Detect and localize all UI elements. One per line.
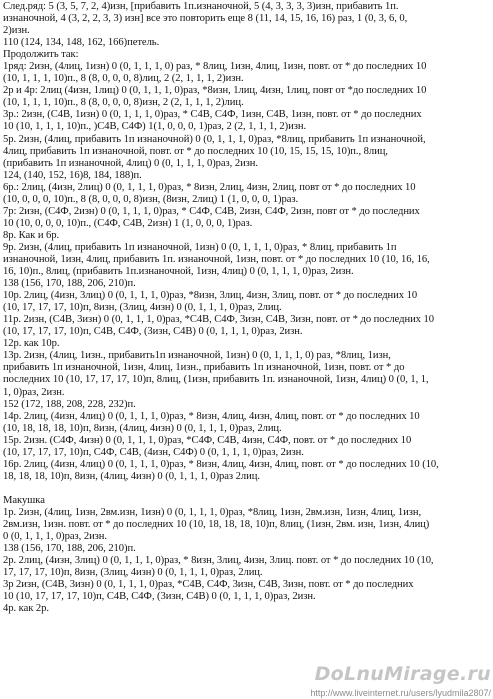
text-line: 1ряд: 2изн, (4лиц, 1изн) 0 (0, 1, 1, 1, 0) раз, * 8лиц, 1изн, 4лиц, 1изн, повт. от * до последних 10	[3, 61, 427, 73]
site-watermark: DoLnuMirage.ru	[314, 663, 491, 685]
text-line: последних 10 (10, 17, 17, 17, 10)п, 8лиц, (1изн, прибавить 1п. изнаночной, 1изн, 4лиц) 0 (0, 1, 1,	[3, 374, 429, 386]
text-line: След.ряд: 5 (3, 5, 7, 2, 4)изн, [прибавить 1п.изнаночной, 5 (4, 3, 3, 3, 3)изн, прибавить 1п.	[3, 1, 399, 12]
text-line: (10, 17, 17, 17, 10)п, 8изн, (3лиц, 4изн) 0 (0, 1, 1, 1, 0)раз, 2лиц.	[3, 302, 282, 314]
text-line: 2р. 2лиц, (4изн, 3лиц) 0 (0, 1, 1, 1, 0)раз, * 8изн, 3лиц, 4изн, 3лиц. повт. от * до последних 10 (10,	[3, 555, 434, 567]
text-line: 2)изн.	[3, 25, 30, 37]
text-line: 18, 18, 18, 10)п, 8изн, (4лиц, 4изн) 0 (0, 1, 1, 1, 0)раз 2лиц.	[3, 470, 260, 482]
text-line: 1, 0)раз, 2изн.	[3, 386, 65, 398]
text-line: 5р. 2изн, (4лиц, прибавить 1п изнаночной) 0 (0, 1, 1, 1, 0)раз, *8лиц, прибавить 1п изнаночной,	[3, 133, 426, 145]
text-line: 152 (172, 188, 208, 228, 232)п.	[3, 398, 136, 410]
text-line: 8р. Как и 6р.	[3, 229, 60, 241]
text-line: (10, 17, 17, 17, 10)п, С4Ф, С4В, (4изн, С4Ф) 0 (0, 1, 1, 1, 0)раз, 2изн.	[3, 446, 304, 458]
text-line: 3р 2изн, (С4В, 3изн) 0 (0, 1, 1, 1, 0)раз, *С4В, С4Ф, 3изн, С4В, 3изн, повт. от * до последних	[3, 579, 414, 591]
text-line: 2вм.изн, 1изн. повт. от * до последних 10 (10, 18, 18, 18, 10)п, 8лиц, (1изн, 2вм. изн, 1изн, 4лиц)	[3, 518, 430, 530]
text-line: 7р: 2изн, (С4Ф, 2изн) 0 (0, 1, 1, 1, 0)раз, * С4Ф, С4В, 2изн, С4Ф, 2изн, повт от * до последних	[3, 205, 420, 217]
text-line: 2р и 4р: 2лиц (4изн, 1лиц) 0 (0, 1, 1, 1, 0)раз, *8изн, 1лиц, 4изн, 1лиц, повт от *до последних 10	[3, 85, 427, 97]
text-line: (10, 1, 1, 1, 10)п., 8 (8, 0, 0, 0, 8)изн, 2 (2, 1, 1, 1, 2)лиц.	[3, 97, 244, 109]
text-line: 13р. 2изн, (4лиц, 1изн., прибавить1п изнаночной, 1изн) 0 (0, 1, 1, 1, 0) раз, *8лиц, 1изн,	[3, 350, 391, 362]
text-line: 138 (156, 170, 188, 206, 210)п.	[3, 543, 136, 555]
text-line: 138 (156, 170, 188, 206, 210)п.	[3, 278, 136, 290]
text-line: 110 (124, 134, 148, 162, 166)петель.	[3, 37, 160, 49]
text-line: (прибавить 1п изнаночной, 4лиц) 0 (0, 1, 1, 1, 0)раз, 2изн.	[3, 157, 259, 169]
text-line: 16р. 2лиц, (4изн, 4лиц) 0 (0, 1, 1, 1, 0)раз, * 8изн, 4лиц, 4изн, 4лиц, повт. от * до последних 10 (10,	[3, 458, 439, 470]
text-line: 1р. 2изн, (4лиц, 1изн, 2вм.изн, 1изн) 0 (0, 1, 1, 1, 0)раз, *8лиц, 1изн, 2вм.изн, 1изн, 4лиц, 1изн,	[3, 506, 422, 518]
text-line: 6р.: 2лиц, (4изн, 2лиц) 0 (0, 1, 1, 1, 0)раз, * 8изн, 2лиц, 4изн, 2лиц, повт от * до последних 10	[3, 181, 416, 193]
text-line: Продолжить так:	[3, 49, 79, 61]
text-line: 10 (10, 17, 17, 17, 10)п, С4В, С4Ф, (3изн, С4В) 0 (0, 1, 1, 1, 0)раз, 2изн.	[3, 591, 316, 603]
text-line: прибавить 1п изнаночной, 1изн, 4лиц, 1изн., прибавить 1п изнаночной, 1изн, повт. от * до	[3, 362, 405, 374]
text-line: изнаночной, 4 (3, 2, 2, 3, 3) изн] все это повторить еще 8 (11, 14, 15, 16, 16) раз, 1 (0, 3, 6, 0,	[3, 13, 408, 25]
text-line: 9р. 2изн, (4лиц, прибавить 1п изнаночной, 1изн) 0 (0, 1, 1, 1, 0)раз, * 8лиц, прибавить 1п	[3, 241, 397, 253]
text-line: (10, 1, 1, 1, 10)п., 8 (8, 0, 0, 0, 8)лиц, 2 (2, 1, 1, 1, 2)изн.	[3, 73, 244, 85]
section-gap	[3, 483, 490, 495]
text-line: (10, 18, 18, 18, 10)п, 8изн, (4лиц, 4изн) 0 (0, 1, 1, 1, 0)раз, 2лиц.	[3, 422, 282, 434]
text-line: 4лиц, прибавить 1п изнаночной, повт. от * до последних 10 (10, 15, 15, 15, 10)п., 8лиц,	[3, 145, 388, 157]
text-line: 17, 17, 17, 10)п, 8изн, (3лиц, 4изн) 0 (0, 1, 1, 1, 0)раз, 2лиц.	[3, 567, 263, 579]
crown-section	[3, 495, 490, 615]
text-line: (10, 17, 17, 17, 10)п, С4В, С4Ф, (3изн, С4В) 0 (0, 1, 1, 1, 0)раз, 2изн.	[3, 326, 303, 338]
text-line: 0 (0, 1, 1, 1, 0)раз, 2изн.	[3, 531, 108, 543]
text-line: 15р. 2изн. (С4Ф, 4изн) 0 (0, 1, 1, 1, 0)раз, *С4Ф, С4В, 4изн, С4Ф, повт. от * до последних 10	[3, 434, 412, 446]
text-line: 10 (10, 1, 1, 1, 10)п., )С4В, С4Ф) 1(1, 0, 0, 0, 1)раз, 2 (2, 1, 1, 1, 2)изн.	[3, 121, 307, 133]
text-line: 4р. как 2р.	[3, 603, 49, 615]
text-line: 10р. 2лиц, (4изн, 3лиц) 0 (0, 1, 1, 1, 0)раз, *8изн, 3лиц, 4изн, 3лиц, повт. от * до последних 10	[3, 290, 418, 302]
text-line: 12р. как 10р.	[3, 338, 60, 350]
text-line: 11р. 2изн, (С4В, 3изн) 0 (0, 1, 1, 1, 0)раз, *С4В, С4Ф, 3изн, С4В, 3изн, повт. от * до последних 10	[3, 314, 434, 326]
pattern-rows-section	[3, 1, 490, 483]
text-line: 3р.: 2изн, (С4В, 1изн) 0 (0, 1, 1, 1, 0)раз, * С4В, С4Ф, 1изн, С4В, 1изн, повт. от * до последних	[3, 109, 422, 121]
text-line: изнаночной, 1изн, 4лиц, прибавить 1п. изнаночной, 1изн, повт. от * до последних 10 (10, 16, 16,	[3, 253, 430, 265]
watermark-url: http://www.liveinternet.ru/users/lyudmila2807/	[310, 688, 491, 698]
text-line: 14р. 2лиц, (4изн, 4лиц) 0 (0, 1, 1, 1, 0)раз, * 8изн, 4лиц, 4изн, 4лиц, повт. от * до последних 10	[3, 410, 420, 422]
text-line: 16, 10)п., 8лиц, (прибавить 1п.изнаночной, 1изн, 4лиц) 0 (0, 1, 1, 1, 0)раз, 2изн.	[3, 266, 354, 278]
text-line: 10 (10, 0, 0, 0, 10)п., (С4Ф, С4В, 2изн) 1 (1, 0, 0, 0, 1)раз.	[3, 217, 253, 229]
text-line: Макушка	[3, 494, 45, 506]
text-line: (10, 0, 0, 0, 10)п., 8 (8, 0, 0, 0, 8)изн, (8изн, 2лиц) 1 (1, 0, 0, 0, 1)раз.	[3, 193, 299, 205]
text-line: 124, (140, 152, 16)8, 184, 188)п.	[3, 169, 142, 181]
